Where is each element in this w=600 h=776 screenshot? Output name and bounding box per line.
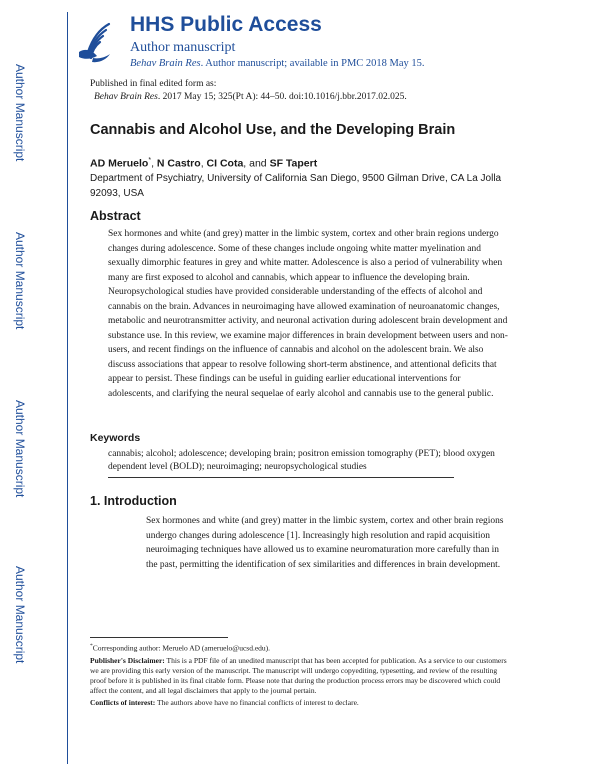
- side-label-1: Author Manuscript: [13, 64, 27, 162]
- corresponding-text: Corresponding author: Meruelo AD (ameruelo@ucsd.edu).: [92, 643, 271, 653]
- header-citation: [130, 58, 425, 69]
- margin-rule: [67, 12, 68, 764]
- header-citation-rest: . Author manuscript; available in PMC 2018 May 15.: [200, 58, 425, 69]
- header-subtitle: Author manuscript: [130, 40, 236, 55]
- footnotes: [90, 641, 510, 710]
- article-title: Cannabis and Alcohol Use, and the Developing Brain: [90, 122, 456, 138]
- side-label-4: Author Manuscript: [13, 566, 27, 664]
- author-separator: ,: [200, 157, 207, 170]
- conflicts-of-interest: [90, 698, 510, 708]
- disclaimer-text: This is a PDF file of an unedited manuscript that has been accepted for publication. As a service to our customers we are providing this early version of the manuscript. The manuscript will undergo copyediting, typesetting, and review of the resulting proof before it is published in its final citable form. Please note that during the production process errors may be discovered which could affect the content, and all legal disclaimers that apply to the journal pertain.: [90, 655, 507, 695]
- header-title: HHS Public Access: [130, 13, 322, 36]
- side-label-2: Author Manuscript: [13, 232, 27, 330]
- hhs-eagle-logo-icon: [76, 18, 114, 64]
- publication-journal: Behav Brain Res: [94, 92, 158, 102]
- author-mark: *: [148, 157, 152, 164]
- introduction-text: Sex hormones and white (and grey) matter in the limbic system, cortex and other brain regions undergo changes during adolescence [1]. Increasingly high resolution and rapid acquisition neuroimaging techniques have allowed us to examine neuromaturation more carefully than in the past, permitting the identification of sex similarities and differences in brain development.: [146, 516, 504, 570]
- header-journal: Behav Brain Res: [130, 58, 201, 69]
- disclaimer-label: Publisher's Disclaimer:: [90, 655, 165, 665]
- abstract-heading: Abstract: [90, 209, 141, 223]
- author-list: [90, 157, 317, 170]
- author-name: N Castro: [156, 157, 201, 170]
- corresponding-mark: *: [90, 643, 93, 649]
- keywords-divider: [108, 477, 454, 478]
- corresponding-author-note: [90, 641, 510, 654]
- side-label-3: Author Manuscript: [13, 400, 27, 498]
- conflicts-text: The authors above have no financial conflicts of interest to declare.: [155, 697, 359, 707]
- footnote-divider: [90, 637, 228, 638]
- author-name: SF Tapert: [269, 157, 318, 170]
- publication-citation: [90, 91, 407, 104]
- affiliation: Department of Psychiatry, University of California San Diego, 9500 Gilman Drive, CA La Jolla 92093, USA: [90, 173, 502, 199]
- introduction-heading: 1. Introduction: [90, 494, 177, 508]
- publisher-disclaimer: [90, 656, 510, 696]
- author-separator: ,: [151, 157, 157, 170]
- conflicts-label: Conflicts of interest:: [90, 697, 156, 707]
- publication-citation-rest: . 2017 May 15; 325(Pt A): 44–50. doi:10.1016/j.bbr.2017.02.025.: [157, 92, 407, 102]
- keywords-heading: Keywords: [90, 432, 141, 444]
- keywords-text: cannabis; alcohol; adolescence; developing brain; positron emission tomography (PET); blood oxygen dependent level (BOLD); neuroimaging; neuropsychological studies: [108, 449, 495, 472]
- author-name: AD Meruelo: [90, 157, 149, 170]
- author-separator: , and: [243, 157, 270, 170]
- author-name: CI Cota: [206, 157, 244, 170]
- publication-line1: Published in final edited form as:: [90, 79, 217, 89]
- publication-info: [90, 78, 407, 104]
- abstract-text: Sex hormones and white (and grey) matter in the limbic system, cortex and other brain regions undergo changes during adolescence. Some of these changes include ongoing white matter myelination and sexually dimorphic features in grey and white matter. Adolescence is also a period of vulnerability when many are first exposed to alcohol and cannabis, which appear to influence the developing brain. Neuropsychological studies have provided considerable understanding of the effects of alcohol and cannabis on the brain. Advances in neuroimaging have allowed examination of neuroanatomic changes, metabolic and neurotransmitter activity, and neuronal activation during adolescent brain development and substance use. In this review, we examine major differences in brain development between users and non-users, and recent findings on the influence of cannabis and alcohol on the adolescent brain. We also discuss associations that appear to resolve following short-term abstinence, and attentional deficits that appear to persist. These findings can be useful in guiding earlier educational interventions for adolescents, and clarifying the neural sequelae of early alcohol and cannabis use to the general public.: [108, 229, 508, 399]
